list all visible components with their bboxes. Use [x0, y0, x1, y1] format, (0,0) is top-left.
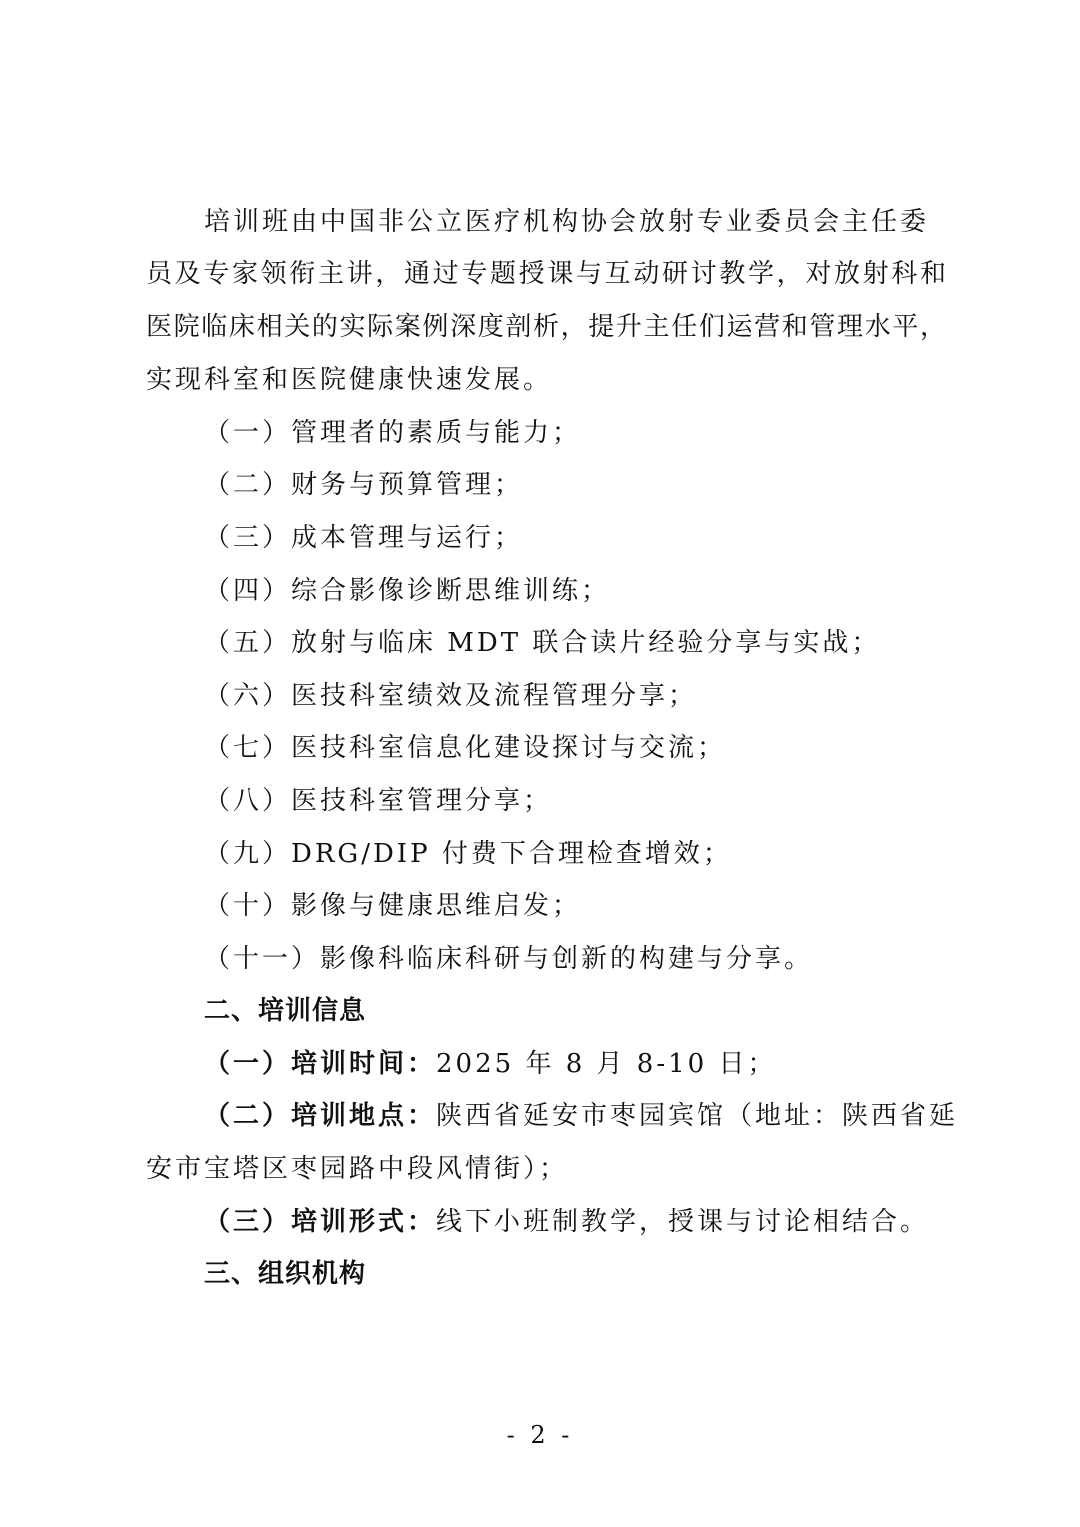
section-heading-organization: 三、组织机构 [204, 1259, 367, 1289]
training-form [204, 1206, 929, 1238]
training-time-label: （一）培训时间： [204, 1049, 437, 1079]
training-place [204, 1100, 958, 1132]
topic-item-6: （六）医技科室绩效及流程管理分享； [204, 681, 698, 711]
training-place-continued: 安市宝塔区枣园路中段风情街）； [146, 1154, 569, 1184]
topic-item-5: （五）放射与临床 MDT 联合读片经验分享与实战； [204, 628, 881, 658]
intro-line-1: 培训班由中国非公立医疗机构协会放射专业委员会主任委 [204, 207, 930, 237]
page-number: - 2 - [506, 1421, 574, 1449]
intro-line-4: 实现科室和医院健康快速发展。 [146, 365, 553, 395]
intro-line-2: 员及专家领衔主讲，通过专题授课与互动研讨教学，对放射科和 [146, 259, 946, 289]
intro-line-3: 医院临床相关的实际案例深度剖析，提升主任们运营和管理水平， [146, 312, 946, 342]
training-place-value: 陕西省延安市枣园宾馆（地址：陕西省延 [436, 1101, 959, 1131]
topic-item-10: （十）影像与健康思维启发； [204, 891, 582, 921]
training-time [204, 1048, 776, 1080]
section-heading-training-info: 二、培训信息 [204, 996, 367, 1026]
topic-item-3: （三）成本管理与运行； [204, 523, 524, 553]
training-time-value: 2025 年 8 月 8-10 日； [436, 1049, 777, 1079]
training-form-label: （三）培训形式： [204, 1207, 437, 1237]
topic-item-8: （八）医技科室管理分享； [204, 786, 553, 816]
topic-item-7: （七）医技科室信息化建设探讨与交流； [204, 733, 727, 763]
topic-item-11: （十一）影像科临床科研与创新的构建与分享。 [204, 944, 814, 974]
topic-item-9: （九）DRG/DIP 付费下合理检查增效； [204, 839, 732, 869]
topic-item-2: （二）财务与预算管理； [204, 470, 524, 500]
topic-item-1: （一）管理者的素质与能力； [204, 418, 582, 448]
training-form-value: 线下小班制教学，授课与讨论相结合。 [436, 1207, 930, 1237]
training-place-label: （二）培训地点： [204, 1101, 437, 1131]
topic-item-4: （四）综合影像诊断思维训练； [204, 576, 611, 606]
